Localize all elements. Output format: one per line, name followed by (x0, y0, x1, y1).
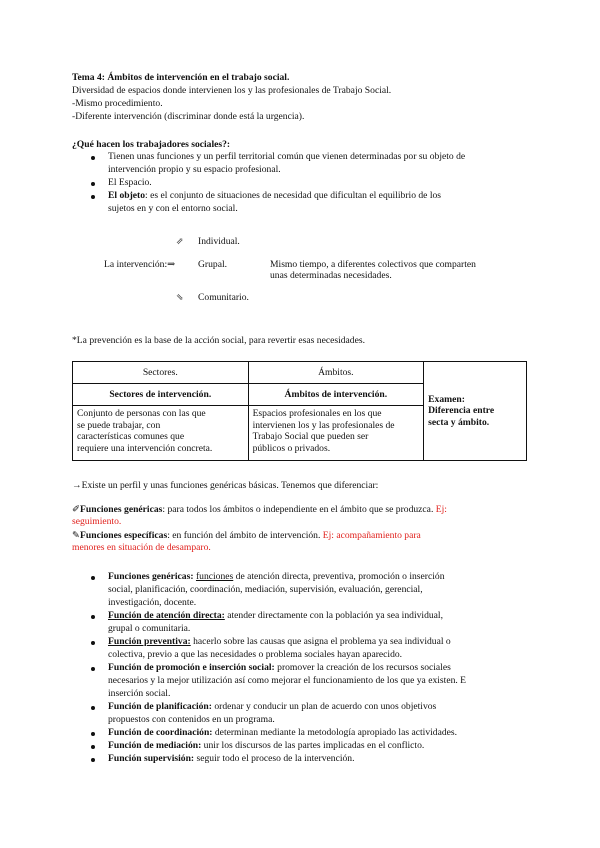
funcion-item (108, 610, 443, 622)
cell-line: intervienen los y las profesionales de (252, 419, 395, 431)
funcion-underlined: funciones (195, 571, 234, 582)
exam-line: Examen: (428, 393, 465, 405)
section-question: ¿Qué hacen los trabajadores sociales?: (72, 139, 231, 150)
table-subheader-cell: Ámbitos de intervención. (248, 384, 424, 406)
funcion-text: inserción social. (108, 688, 171, 699)
grupal-note: unas determinadas necesidades. (270, 270, 392, 281)
table-subheader-cell: Sectores de intervención. (73, 384, 249, 406)
page-title: Tema 4: Ámbitos de intervención en el trabajo social. (72, 72, 290, 83)
pencil-icon: ✎ (72, 530, 81, 541)
funcion-item (108, 571, 445, 583)
table-cell (248, 406, 424, 461)
genericas-example: Ej: (435, 504, 447, 515)
bullet-text: intervención propio y su espacio profesional. (108, 164, 281, 175)
funcion-item (108, 662, 451, 674)
genericas-line (72, 504, 447, 516)
table-cell (73, 406, 249, 461)
especificas-label: Funciones específicas (80, 530, 168, 541)
funcion-text: seguir todo el proceso de la intervención. (194, 753, 355, 764)
especificas-example: menores en situación de desamparo. (72, 542, 211, 553)
bullet-text: Tienen unas funciones y un perfil territorial común que vienen determinadas por su objeto de (108, 151, 466, 162)
intro-line: -Diferente intervención (discriminar donde está la urgencia). (72, 111, 305, 122)
bullet-icon (91, 667, 95, 671)
bullet-icon (91, 182, 95, 186)
funcion-text: social, planificación, coordinación, mediación, supervisión, evaluación, gerencial, (108, 584, 423, 595)
funcion-label: Funciones genéricas: (108, 571, 194, 582)
bullet-icon (91, 576, 95, 580)
genericas-label: Funciones genéricas (80, 504, 163, 515)
funcion-label: Función de mediación: (108, 740, 202, 751)
cell-line: Espacios profesionales en los que (252, 408, 382, 419)
bullet-icon (91, 195, 95, 199)
funcion-text: investigación, docente. (108, 597, 197, 608)
funcion-text: necesarios y la mejor utilización así como mejorar el funcionamiento de los que ya existen. E (108, 675, 467, 686)
intervencion-grupal: Grupal. (198, 259, 228, 270)
funcion-label: Función de planificación: (108, 701, 212, 712)
funcion-label: Función de atención directa: (108, 610, 225, 621)
funcion-item (108, 727, 457, 739)
bullet-icon (91, 758, 95, 762)
funcion-item (108, 701, 436, 713)
bullet-text-rest: : es el conjunto de situaciones de necesidad que dificultan el equilibrio de los (145, 190, 442, 201)
arrow-down-right-icon: ⇘ (176, 292, 184, 302)
genericas-text: : para todos los ámbitos o independiente en el ámbito que se produzca. (162, 504, 436, 515)
funcion-item (108, 636, 451, 648)
cell-line: se puede trabajar, con (77, 419, 161, 431)
bullet-text (108, 190, 441, 202)
bullet-icon (91, 641, 95, 645)
table-row (73, 362, 527, 384)
pencil-icon: ✐ (72, 504, 81, 515)
funcion-text: colectiva, previo a que las necesidades o problema sociales hayan aparecido. (108, 649, 403, 660)
grupal-note: Mismo tiempo, a diferentes colectivos que comparten (270, 259, 476, 270)
bullet-text: El Espacio. (108, 177, 152, 188)
intervencion-individual: Individual. (198, 236, 240, 247)
funcion-text: grupal o comunitaria. (108, 623, 191, 634)
cell-line: Trabajo Social que pueden ser (252, 431, 369, 442)
especificas-line (72, 530, 421, 542)
bullet-icon (91, 615, 95, 619)
funcion-text: ordenar y conducir un plan de acuerdo con unos objetivos (211, 701, 437, 712)
funcion-text: de atención directa, preventiva, promoción o inserción (233, 571, 445, 582)
intro-line: -Mismo procedimiento. (72, 98, 163, 109)
comparison-table (72, 361, 527, 461)
funcion-label: Función supervisión: (108, 753, 195, 764)
bullet-icon (91, 745, 95, 749)
bullet-text: sujetos en y con el entorno social. (108, 203, 238, 214)
table-header-cell: Sectores. (73, 362, 249, 384)
bullet-bold-label: El objeto (108, 190, 146, 201)
funcion-text: hacerlo sobre las causas que asigna el problema ya sea individual o (190, 636, 451, 647)
especificas-text: : en función del ámbito de intervención. (167, 530, 323, 541)
bullet-icon (91, 156, 95, 160)
intervencion-comunitario: Comunitario. (198, 292, 249, 303)
table-header-cell: Ámbitos. (248, 362, 424, 384)
cell-line: características comunes que (77, 431, 185, 442)
exam-note-cell (424, 362, 527, 461)
funcion-label: Función de coordinación: (108, 727, 213, 738)
funcion-label: Función de promoción e inserción social: (108, 662, 275, 673)
prevencion-note: *La prevención es la base de la acción social, para revertir esas necesidades. (72, 335, 365, 346)
cell-line: públicos o privados. (252, 442, 331, 454)
bullet-icon (91, 706, 95, 710)
funcion-item (108, 740, 424, 752)
bullet-icon (91, 732, 95, 736)
funcion-text: propuestos con contenidos en un programa. (108, 714, 275, 725)
exam-line: secta y ámbito. (428, 416, 490, 428)
intro-line: Diversidad de espacios donde intervienen los y las profesionales de Trabajo Social. (72, 85, 392, 96)
especificas-example: Ej: acompañamiento para (322, 530, 421, 541)
funcion-text: unir los discursos de las partes implicadas en el conflicto. (201, 740, 425, 751)
funcion-text: promover la creación de los recursos sociales (274, 662, 451, 673)
funcion-text: atender directamente con la población ya sea individual, (224, 610, 443, 621)
genericas-example: seguimiento. (72, 516, 122, 527)
funcion-item (108, 753, 355, 765)
cell-line: requiere una intervención concreta. (77, 442, 213, 454)
funcion-text: determinan mediante la metodología apropiado las actividades. (212, 727, 458, 738)
perfil-note: →Existe un perfil y unas funciones genéricas básicas. Tenemos que diferenciar: (72, 480, 379, 491)
cell-line: Conjunto de personas con las que (77, 408, 206, 419)
intervencion-label: La intervención:⇒ (104, 259, 176, 270)
funcion-label: Función preventiva: (108, 636, 191, 647)
exam-line: Diferencia entre (428, 405, 495, 417)
arrow-up-right-icon: ⇗ (176, 236, 184, 246)
